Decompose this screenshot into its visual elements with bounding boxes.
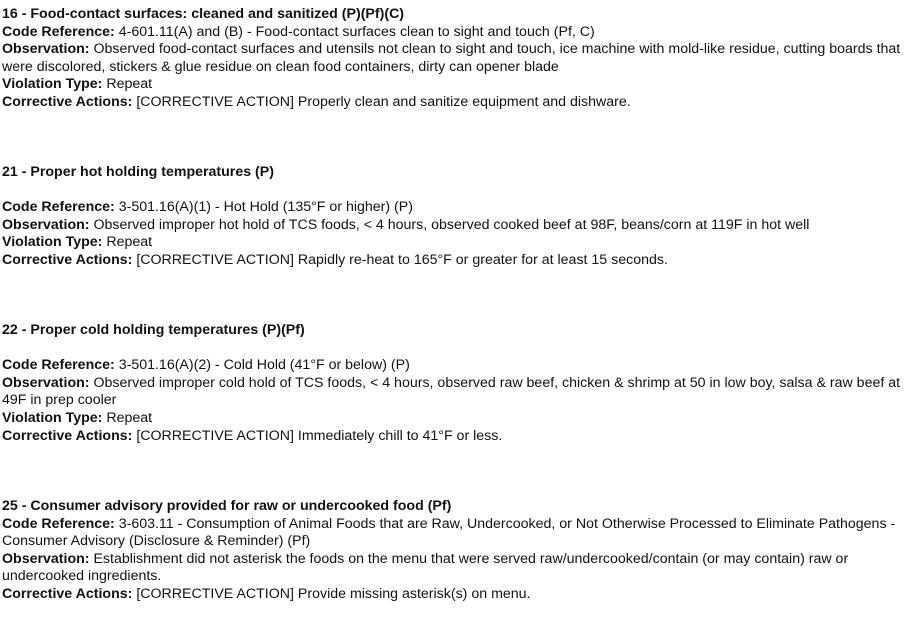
corrective-actions-label: Corrective Actions:	[2, 427, 133, 444]
code-reference-text: 3-501.16(A)(2) - Cold Hold (41°F or below) (P)	[118, 357, 410, 374]
observation-label: Observation:	[2, 41, 90, 58]
violation-16	[2, 6, 908, 112]
code-reference-label: Code Reference:	[2, 357, 115, 374]
corrective-actions-text: [CORRECTIVE ACTION] Rapidly re-heat to 165°F or greater for at least 15 seconds.	[136, 251, 668, 268]
corrective-actions-label: Corrective Actions:	[2, 585, 133, 602]
violation-type-line	[2, 76, 908, 94]
blank-line	[2, 340, 908, 358]
observation-text: Observed improper cold hold of TCS foods, < 4 hours, observed raw beef, chicken & shrimp at 50 in low boy, salsa & raw beef at 49F in prep cooler	[2, 374, 901, 409]
violation-title: 22 - Proper cold holding temperatures (P)(Pf)	[2, 322, 305, 338]
observation-line	[2, 217, 908, 235]
code-reference-line	[2, 24, 908, 42]
violation-title: 21 - Proper hot holding temperatures (P)	[2, 164, 274, 180]
observation-label: Observation:	[2, 374, 90, 391]
corrective-actions-text: [CORRECTIVE ACTION] Provide missing asterisk(s) on menu.	[136, 585, 531, 602]
violation-21	[2, 164, 908, 270]
corrective-actions-text: [CORRECTIVE ACTION] Properly clean and sanitize equipment and dishware.	[136, 93, 631, 110]
violation-type-line	[2, 410, 908, 428]
observation-label: Observation:	[2, 550, 90, 567]
blank-line	[2, 182, 908, 200]
violation-type-label: Violation Type:	[2, 76, 103, 93]
observation-text: Observed food-contact surfaces and utensils not clean to sight and touch, ice machine with mold-like residue, cutting boards that were discolored, stickers & glue residue on clean food containers, dirty can opener blade	[2, 41, 901, 75]
code-reference-text: 4-601.11(A) and (B) - Food-contact surfaces clean to sight and touch (Pf, C)	[118, 23, 595, 40]
code-reference-label: Code Reference:	[2, 199, 115, 216]
code-reference-line	[2, 516, 908, 551]
observation-line	[2, 41, 908, 76]
violation-type-text: Repeat	[106, 76, 153, 93]
violation-title: 25 - Consumer advisory provided for raw or undercooked food (Pf)	[2, 498, 452, 514]
corrective-actions-label: Corrective Actions:	[2, 251, 133, 268]
code-reference-text: 3-501.16(A)(1) - Hot Hold (135°F or higher) (P)	[118, 199, 413, 216]
violation-22	[2, 322, 908, 445]
code-reference-label: Code Reference:	[2, 23, 115, 40]
violation-type-text: Repeat	[106, 409, 153, 426]
violation-type-label: Violation Type:	[2, 234, 103, 251]
code-reference-line	[2, 199, 908, 217]
violation-title: 16 - Food-contact surfaces: cleaned and sanitized (P)(Pf)(C)	[2, 6, 405, 22]
corrective-actions-line	[2, 94, 908, 112]
violation-type-text: Repeat	[106, 234, 153, 251]
violation-type-label: Violation Type:	[2, 409, 103, 426]
code-reference-text: 3-603.11 - Consumption of Animal Foods that are Raw, Undercooked, or Not Otherwise Processed to Eliminate Pathogens - Consumer Advisory (Disclosure & Reminder) (Pf)	[2, 515, 896, 550]
code-reference-line	[2, 357, 908, 375]
observation-line	[2, 375, 908, 410]
observation-text: Observed improper hot hold of TCS foods, < 4 hours, observed cooked beef at 98F, beans/corn at 119F in hot well	[93, 216, 810, 233]
observation-label: Observation:	[2, 216, 90, 233]
corrective-actions-line	[2, 586, 908, 604]
observation-line	[2, 551, 908, 586]
violation-25	[2, 498, 908, 604]
corrective-actions-label: Corrective Actions:	[2, 93, 133, 110]
corrective-actions-line	[2, 428, 908, 446]
corrective-actions-line	[2, 252, 908, 270]
code-reference-label: Code Reference:	[2, 515, 115, 532]
violation-type-line	[2, 234, 908, 252]
observation-text: Establishment did not asterisk the foods on the menu that were served raw/undercooked/contain (or may contain) raw or undercooked ingredients.	[2, 550, 849, 585]
corrective-actions-text: [CORRECTIVE ACTION] Immediately chill to 41°F or less.	[136, 427, 503, 444]
